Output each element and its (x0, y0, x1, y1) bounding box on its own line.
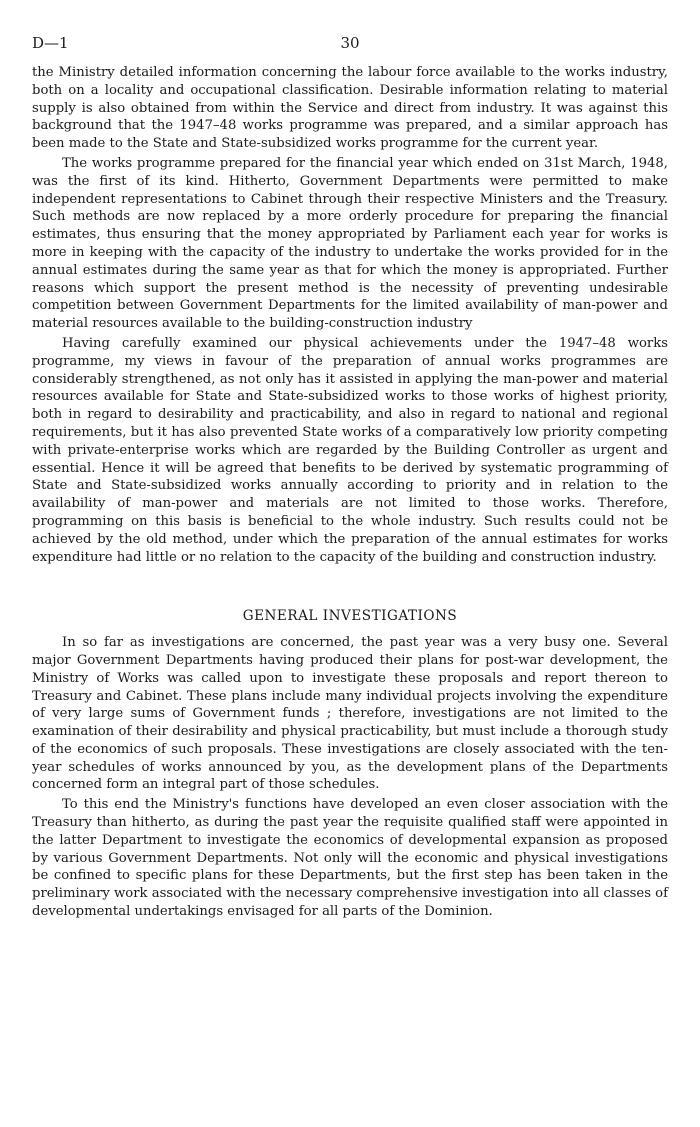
section-heading: GENERAL INVESTIGATIONS (242, 608, 458, 625)
paragraph-physical-achievements: Having carefully examined our physical achievements under the 1947–48 works programme, my views in favour of the preparation of annual works programmes are considerably strengthened, as not only has it assisted in applying the man-power and material resources available for State and State-subsidized works to those works of highest priority, both in regard to desirability and practicability, and also in regard to national and regional requirements, but it has also prevented State works of a comparatively low priority competing with private-enterprise works which are regarded by the Building Controller as urgent and essential. Hence it will be agreed that benefits to be derived by systematic programming of State and State-subsidized works annually according to priority and in relation to the availability of man-power and materials are not limited to those works. Therefore, programming on this basis is beneficial to the whole industry. Such results could not be achieved by the old method, under which the preparation of the annual estimates for works expenditure had little or no relation to the capacity of the building and construction industry. (32, 335, 668, 565)
paragraph-works-programme: The works programme prepared for the financial year which ended on 31st March, 1948, was the first of its kind. Hitherto, Government Departments were permitted to make independent representations to Cabinet through their respective Ministers and the Treasury. Such methods are now replaced by a more orderly procedure for preparing the financial estimates, thus ensuring that the money appropriated by Parliament each year for works is more in keeping with the capacity of the industry to undertake the works provided for in the annual estimates during the same year as that for which the money is appropriated. Further reasons which support the present method is the necessity of preventing undesirable competition between Government Departments for the limited availability of man-power and material resources available to the building-construction industry (32, 155, 668, 332)
document-body (32, 64, 668, 921)
paragraph-continuation: the Ministry detailed information concerning the labour force available to the works industry, both on a locality and occupational classification. Desirable information relating to material supply is also obtained from within the Service and direct from industry. It was against this background that the 1947–48 works programme was prepared, and a similar approach has been made to the State and State-subsidized works programme for the current year. (32, 65, 668, 152)
paragraph-investigations: In so far as investigations are concerned, the past year was a very busy one. Several major Government Departments having produced their plans for post-war development, the Ministry of Works was called upon to investigate these proposals and report thereon to Treasury and Cabinet. These plans include many individual projects involving the expenditure of very large sums of Government funds ; therefore, investigations are not limited to the examination of their desirability and physical practicability, but must include a thorough study of the economics of such proposals. These investigations are closely associated with the ten-year schedules of works announced by you, as the development plans of the Departments concerned form an integral part of those schedules. (32, 635, 668, 793)
page-header (32, 34, 668, 54)
page-number: 30 (340, 34, 360, 52)
paragraph-treasury-association: To this end the Ministry's functions have developed an even closer association with the Treasury than hitherto, as during the past year the requisite qualified staff were appointed in the latter Department to investigate the economics of developmental expansion as proposed by various Government Departments. Not only will the economic and physical investigations be confined to specific plans for these Departments, but the first step has been taken in the preliminary work associated with the necessary comprehensive investigation into all classes of developmental undertakings envisaged for all parts of the Dominion. (32, 797, 668, 920)
document-reference: D—1 (32, 34, 69, 52)
